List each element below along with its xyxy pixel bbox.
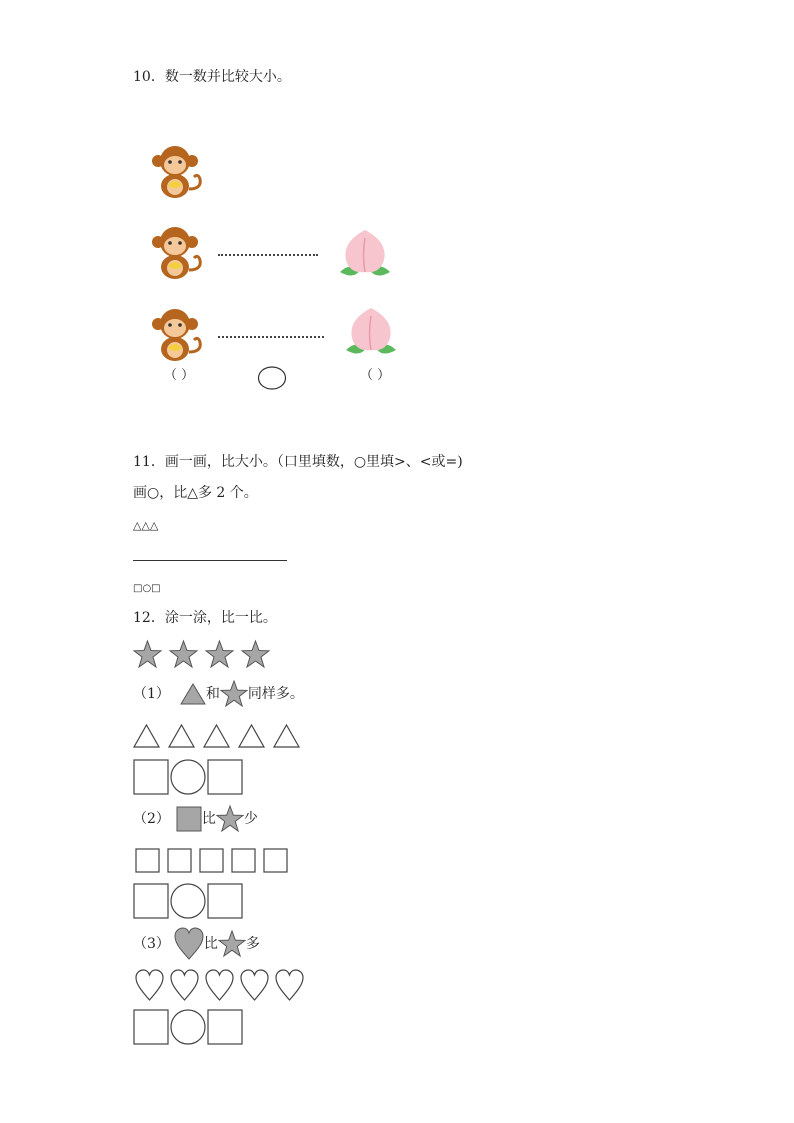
draw-answer-line[interactable] [133,560,287,561]
match-line-1 [218,254,318,256]
q12-part2-prompt [133,805,258,832]
heart-outline-icon[interactable] [275,969,304,1001]
part1-and: 和 [205,685,220,702]
q10-title: 10．数一数并比较大小。 [133,69,291,85]
heart-outline-icon[interactable] [135,969,164,1001]
monkey-icon [150,308,208,364]
q11-title: 11．画一画，比大小。（口里填数，○里填>、<或=) [133,454,463,470]
circle-blank-icon [257,366,287,390]
heart-outline-icon[interactable] [170,969,199,1001]
square-outline-icon[interactable] [231,848,256,873]
square-filled-icon [176,806,202,832]
heart-filled-icon [174,927,204,960]
q11-instruction: 画○，比△多 2 个。 [133,485,258,501]
heart-row [135,969,304,1001]
triangle-outline-icon[interactable] [168,724,195,748]
triangle-outline-icon[interactable] [273,724,300,748]
part2-less: 少 [243,810,258,827]
triangle-row [133,724,300,748]
monkey-icon [150,145,208,201]
monkey-icon [150,226,208,282]
answer-paren-left[interactable]: （ ） [164,368,195,383]
heart-outline-icon[interactable] [240,969,269,1001]
part3-bi: 比 [203,935,218,952]
square-outline-icon[interactable] [199,848,224,873]
monkey-1 [150,145,208,201]
star-icon [205,640,234,668]
part2-number: （2） [133,810,170,827]
box-circle-box-icon[interactable] [133,1009,243,1045]
q11-answer-row[interactable]: □○□ [133,583,161,594]
square-outline-icon[interactable] [167,848,192,873]
star-icon [218,930,246,957]
compare-box-3 [133,1009,243,1045]
square-row [135,848,288,873]
q12-part1-prompt [133,680,304,707]
monkey-2 [150,226,208,282]
heart-outline-icon[interactable] [205,969,234,1001]
star-icon [133,640,162,668]
star-icon [169,640,198,668]
star-icon [220,680,248,707]
peach-icon [336,226,394,282]
compare-box-2 [133,883,243,919]
match-line-2 [218,336,324,338]
q11-triangles: △△△ [133,519,159,532]
answer-paren-right[interactable]: （ ） [360,368,391,383]
square-outline-icon[interactable] [135,848,160,873]
triangle-filled-icon [180,683,206,705]
part1-same: 同样多。 [247,685,304,702]
monkey-3 [150,308,208,364]
triangle-outline-icon[interactable] [133,724,160,748]
triangle-outline-icon[interactable] [238,724,265,748]
part3-number: （3） [133,935,170,952]
part3-more: 多 [245,935,260,952]
part2-bi: 比 [201,810,216,827]
peach-2 [342,304,400,360]
square-outline-icon[interactable] [263,848,288,873]
peach-1 [336,226,394,282]
q12-part3-prompt [133,927,260,960]
star-icon [241,640,270,668]
part1-number: （1） [133,685,170,702]
compare-circle[interactable] [257,366,287,390]
q12-title: 12．涂一涂，比一比。 [133,610,277,626]
peach-icon [342,304,400,360]
compare-box-1 [133,759,243,795]
box-circle-box-icon[interactable] [133,759,243,795]
box-circle-box-icon[interactable] [133,883,243,919]
star-icon [216,805,244,832]
star-row [133,640,270,668]
triangle-outline-icon[interactable] [203,724,230,748]
